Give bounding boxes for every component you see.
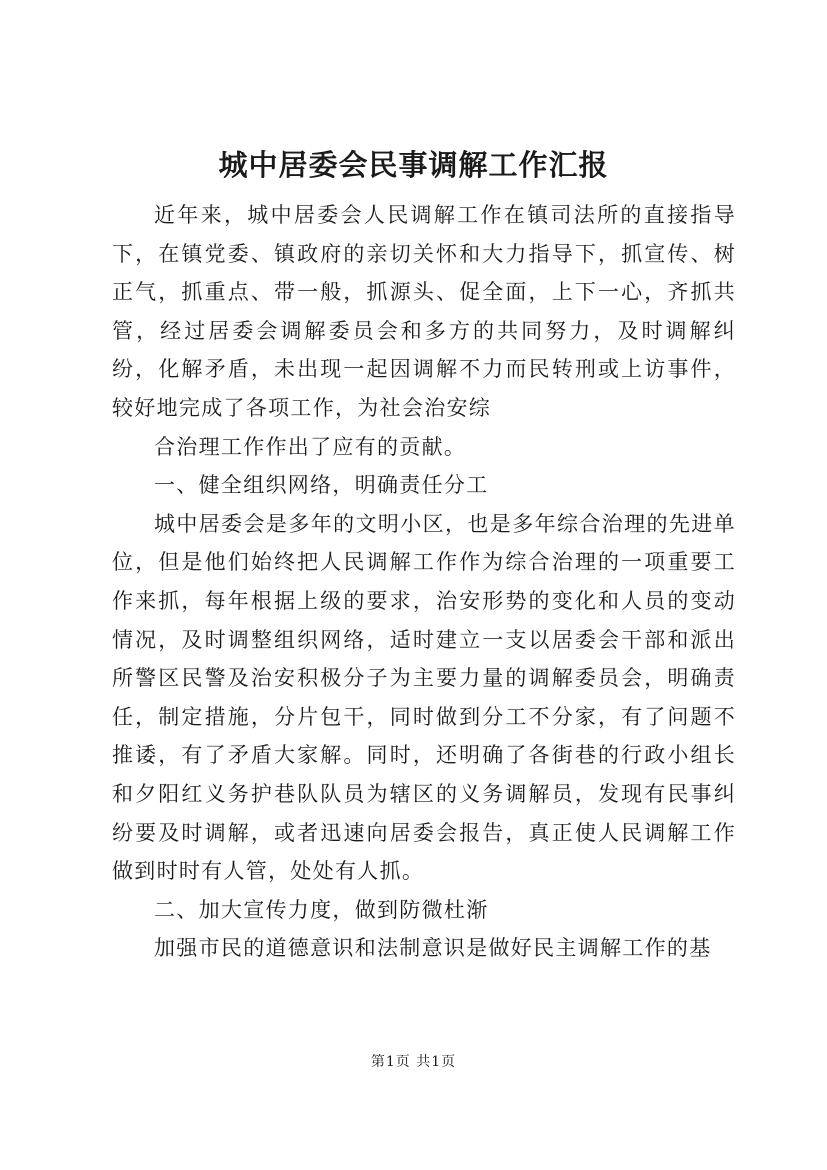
paragraph-intro-continued: 合治理工作作出了应有的贡献。 (154, 434, 467, 459)
section-heading-1: 一、健全组织网络，明确责任分工 (154, 473, 489, 498)
section-heading-2: 二、加大宣传力度，做到防微杜渐 (154, 897, 489, 922)
page-footer: 第1页 共1页 (370, 1054, 457, 1070)
document-title: 城中居委会民事调解工作汇报 (218, 148, 609, 182)
paragraph-section-2: 加强市民的道德意识和法制意识是做好民主调解工作的基 (154, 936, 712, 961)
paragraph-intro: 近年来，城中居委会人民调解工作在镇司法所的直接指导下，在镇党委、镇政府的亲切关怀和大力指导下，抓宣传、树正气，抓重点、带一般，抓源头、促全面，上下一心，齐抓共管，经过居委会调解委员会和多方的共同努力，及时调解纠纷，化解矛盾，未出现一起因调解不力而民转刑或上访事件，较好地完成了各项工作，为社会治安综 (112, 203, 736, 420)
document-body (112, 196, 736, 968)
paragraph-section-1: 城中居委会是多年的文明小区，也是多年综合治理的先进单位，但是他们始终把人民调解工作作为综合治理的一项重要工作来抓，每年根据上级的要求，治安形势的变化和人员的变动情况，及时调整组织网络，适时建立一支以居委会干部和派出所警区民警及治安积极分子为主要力量的调解委员会，明确责任，制定措施，分片包干，同时做到分工不分家，有了问题不推诿，有了矛盾大家解。同时，还明确了各街巷的行政小组长和夕阳红义务护巷队队员为辖区的义务调解员，发现有民事纠纷要及时调解，或者迅速向居委会报告，真正使人民调解工作做到时时有人管，处处有人抓。 (112, 511, 736, 884)
